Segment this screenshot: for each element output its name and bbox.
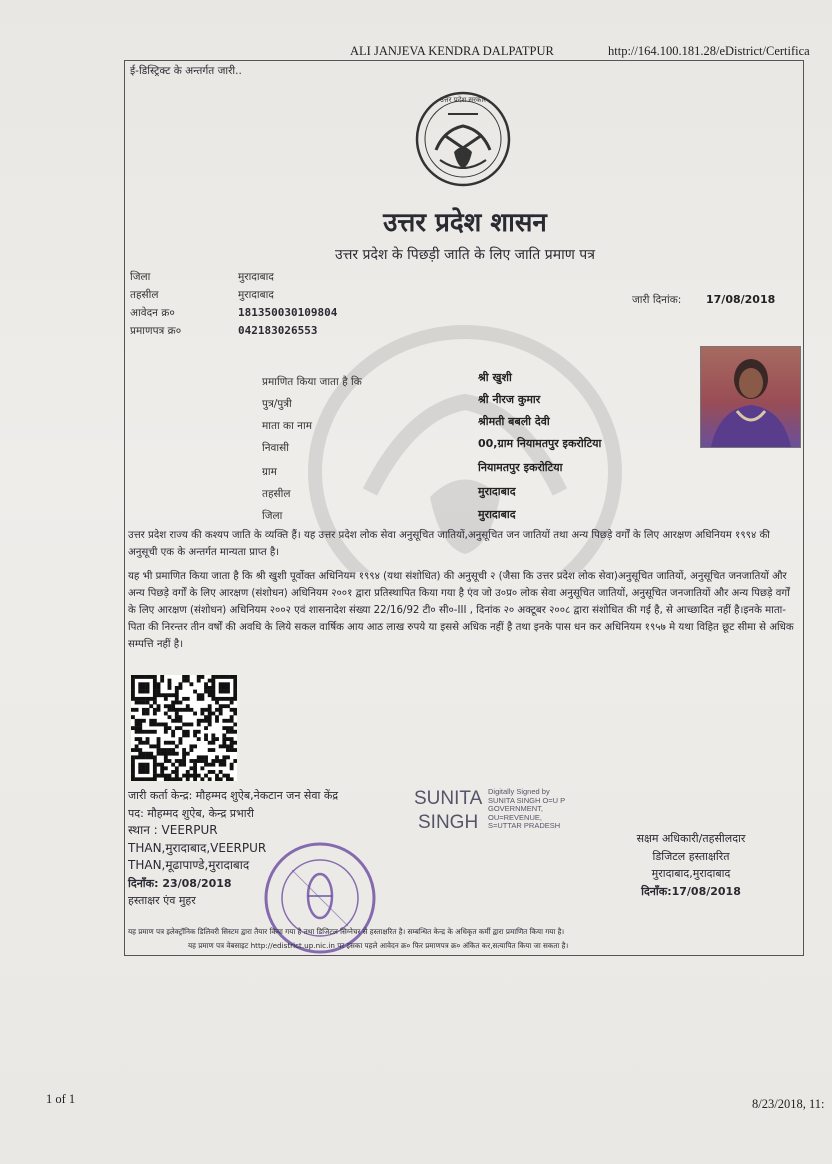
sig-detail-3: GOVERNMENT, xyxy=(488,804,544,814)
certificate-no-label: प्रमाणपत्र क्र० xyxy=(130,325,182,337)
issuer-center: जारी कर्ता केन्द्र: मौहम्मद शुऐब,नेकटान जन सेवा केंद्र xyxy=(128,789,339,802)
detail-label: जिला xyxy=(262,510,283,522)
application-no-label: आवेदन क्र० xyxy=(130,307,175,319)
detail-value: मुरादाबाद xyxy=(478,508,516,521)
emblem-caption: उत्तर प्रदेश सरकार xyxy=(439,96,487,104)
detail-row xyxy=(262,370,362,389)
issued-under: ई-डिस्ट्रिक्ट के अन्तर्गत जारी.. xyxy=(130,65,242,77)
issuer-place-line2: THAN,मुरादाबाद,VEERPUR xyxy=(128,840,267,855)
issuer-post: पद: मौहम्मद शुऐब, केन्द्र प्रभारी xyxy=(128,806,254,820)
sig-detail-2: SUNITA SINGH O=U P xyxy=(488,795,566,805)
print-url: http://164.100.181.28/eDistrict/Certifica xyxy=(608,44,810,58)
detail-row xyxy=(262,392,292,411)
applicant-photo xyxy=(700,346,801,448)
official-stamp-icon xyxy=(262,840,378,956)
detail-label: प्रमाणित किया जाता है कि xyxy=(262,376,362,388)
application-no-value: 181350030109804 xyxy=(238,306,338,319)
detail-label: ग्राम xyxy=(262,466,277,478)
detail-row xyxy=(262,482,291,501)
page-title: उत्तर प्रदेश शासन xyxy=(383,208,547,238)
issuer-date: दिनाँक: 23/08/2018 xyxy=(128,876,232,890)
detail-value: श्री नीरज कुमार xyxy=(478,393,541,406)
page-subtitle: उत्तर प्रदेश के पिछड़ी जाति के लिए जाति प्रमाण पत्र xyxy=(335,247,595,263)
print-datetime: 8/23/2018, 11: xyxy=(752,1097,825,1111)
detail-row xyxy=(262,436,289,455)
detail-value: मुरादाबाद xyxy=(478,485,516,498)
creamy-layer-paragraph: यह भी प्रमाणित किया जाता है कि श्री खुशी पूर्वोक्त अधिनियम १९९४ (यथा संशोधित) की अनुसूची २ (जैसा कि उत्तर प्रदेश लोक सेवा)अनुसूचित जातियों, अनुसूचित जनजातियों और अन्य पिछड़े वर्गों के लिए आरक्षण (संशोधन) अधिनियम २००१ द्वारा प्रतिस्थापित किया गया है एंव जो उ०प्र० लोक सेवा अनुसूचित जातियों, अनुसूचित जनजातियों और अन्य पिछड़े वर्गों के लिए आरक्षण (संशोधन) अधिनियम २००२ एवं शासनादेश संख्या 22/16/92 टी० सी०-III , दिनांक २० अक्टूबर २००८ द्वारा संशोधित की गई है, से आच्छादित नहीं है।इनके माता-पिता की निरन्तर तीन वर्षों की अवधि के लिये सकल वार्षिक आय आठ लाख रुपये या इससे अधिक नहीं है तथा इनके पास धन कर अधिनियम १९५७ मे यथा विहित छूट सीमा से अधिक सम्पत्ति नहीं है। xyxy=(128,571,794,650)
signature-details xyxy=(488,788,565,831)
authority-place: मुरादाबाद,मुरादाबाद xyxy=(651,867,731,880)
detail-value: श्रीमती बबली देवी xyxy=(478,415,550,428)
certificate-no-value: 042183026553 xyxy=(238,324,318,337)
detail-label: निवासी xyxy=(262,442,289,454)
detail-row xyxy=(262,504,282,523)
sig-detail-1: Digitally Signed by xyxy=(488,787,550,796)
authority-date: दिनाँक:17/08/2018 xyxy=(641,884,741,898)
detail-label: तहसील xyxy=(262,488,291,500)
issuer-place-line3: THAN,मूढापाण्डे,मुरादाबाद xyxy=(128,858,250,872)
detail-value: श्री खुशी xyxy=(478,371,512,384)
tehsil-label: तहसील xyxy=(130,289,159,301)
issue-date-label: जारी दिनांक: xyxy=(632,294,682,306)
detail-row xyxy=(262,414,312,433)
issuer-sign-label: हस्ताक्षर एंव मुहर xyxy=(128,894,196,907)
tehsil-value: मुरादाबाद xyxy=(238,289,274,301)
sig-detail-4: OU=REVENUE, xyxy=(488,812,542,822)
authority-block xyxy=(606,830,776,900)
signer-name-line2: SINGH xyxy=(418,812,479,833)
issuer-place: स्थान : VEERPUR xyxy=(128,823,218,837)
page-number: 1 of 1 xyxy=(46,1092,76,1106)
authority-digital: डिजिटल हस्ताक्षरित xyxy=(652,849,730,863)
district-value: मुरादाबाद xyxy=(238,271,274,283)
print-center-name: ALI JANJEVA KENDRA DALPATPUR xyxy=(350,44,554,58)
sig-detail-5: S=UTTAR PRADESH xyxy=(488,821,561,831)
footnote-verify: यह प्रमाण पत्र वेबसाइट http://edistrict.up.nic.in पर इसका पहले आवेदन क्र० फिर प्रमाणपत्र क्र० अंकित कर,सत्यापित किया जा सकता है। xyxy=(188,941,569,950)
signer-name-line1: SUNITA xyxy=(414,788,483,809)
detail-label: पुत्र/पुत्री xyxy=(262,398,292,410)
detail-value: 00,ग्राम नियामतपुर इकरोटिया xyxy=(478,437,602,450)
qr-code xyxy=(131,675,237,781)
detail-row xyxy=(262,460,277,479)
authority-title: सक्षम अधिकारी/तहसीलदार xyxy=(636,832,746,845)
caste-paragraph: उत्तर प्रदेश राज्य की कश्यप जाति के व्यक्ति हैं। यह उत्तर प्रदेश लोक सेवा अनुसूचित जातियों,अनुसूचित जन जातियों तथा अन्य पिछड़े वर्गों के लिए आरक्षण अधिनियम १९९४ की अनुसूची एक के अन्तर्गत मान्यता प्राप्त है। xyxy=(128,530,770,558)
issue-date-value: 17/08/2018 xyxy=(706,293,776,306)
detail-label: माता का नाम xyxy=(262,420,312,432)
footnote-electronic: यह प्रमाण पत्र इलेक्ट्रॉनिक डिलिवरी सिस्टम द्वारा तैयार किया गया है तथा डिजिटल सिग्नेचर से हस्ताक्षरित है। सम्बन्धित केन्द्र के अधिकृत कर्मी द्वारा प्रमाणित किया गया है। xyxy=(128,927,565,936)
district-label: जिला xyxy=(130,271,151,283)
detail-value: नियामतपुर इकरोटिया xyxy=(478,461,563,474)
